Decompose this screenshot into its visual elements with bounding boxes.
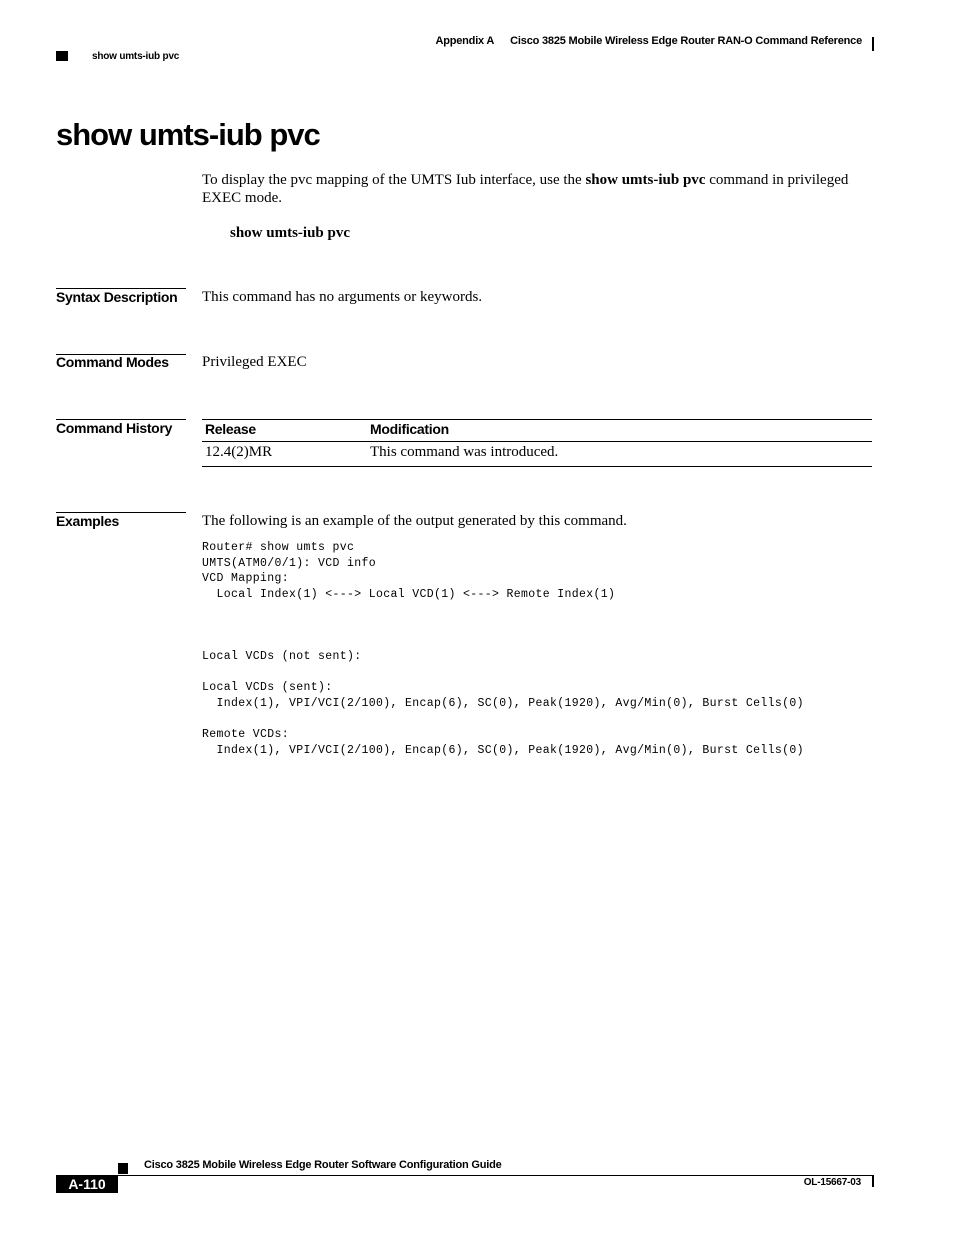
table-top-rule: [202, 419, 872, 420]
running-head-command: show umts-iub pvc: [92, 51, 180, 62]
syntax-command: show umts-iub pvc: [230, 225, 351, 241]
command-modes-heading: Command Modes: [56, 354, 169, 370]
book-title: Cisco 3825 Mobile Wireless Edge Router RAN-O Command Reference: [510, 35, 862, 47]
examples-text: The following is an example of the output generated by this command.: [202, 513, 627, 529]
intro-command: show umts-iub pvc: [585, 172, 706, 188]
intro-paragraph: [202, 171, 862, 207]
example-output-code: Router# show umts pvc UMTS(ATM0/0/1): VCD info VCD Mapping: Local Index(1) <---> Local VCD(1) <---> Remote Index(1) Local VCDs (not sent): Local VCDs (sent): Index(1), VPI/VCI(2/100), Encap(6), SC(0), Peak(1920), Avg/Min(0), Burst Cells(0) Remote VCDs: Index(1), VPI/VCI(2/100), Encap(6), SC(0), Peak(1920), Avg/Min(0), Burst Cells(0): [202, 541, 804, 757]
footer-guide-title: Cisco 3825 Mobile Wireless Edge Router Software Configuration Guide: [144, 1159, 502, 1171]
table-header-rule: [202, 441, 872, 442]
footer-rule: [118, 1175, 874, 1176]
column-header-modification: Modification: [370, 421, 449, 437]
footer-rule-mark: [872, 1175, 874, 1187]
command-modes-text: Privileged EXEC: [202, 354, 307, 370]
table-bottom-rule: [202, 466, 872, 467]
document-number: OL-15667-03: [803, 1177, 861, 1188]
examples-heading: Examples: [56, 513, 119, 529]
command-history-heading: Command History: [56, 420, 173, 436]
table-cell-modification: This command was introduced.: [370, 444, 559, 460]
intro-text-after: command in privileged EXEC mode.: [202, 172, 849, 206]
appendix-label: Appendix A: [435, 35, 495, 47]
page-number: A-110: [56, 1175, 118, 1193]
table-cell-release: 12.4(2)MR: [205, 444, 273, 460]
intro-text-before: To display the pvc mapping of the UMTS Iub interface, use the: [202, 172, 586, 188]
footer-square-mark: [118, 1163, 128, 1174]
header-rule-mark: [872, 37, 874, 51]
syntax-description-heading: Syntax Description: [56, 289, 178, 305]
syntax-description-text: This command has no arguments or keywords.: [202, 289, 483, 305]
header-square-mark: [56, 51, 68, 61]
page-title: show umts-iub pvc: [56, 117, 320, 152]
running-header: [435, 35, 862, 47]
column-header-release: Release: [205, 421, 256, 437]
